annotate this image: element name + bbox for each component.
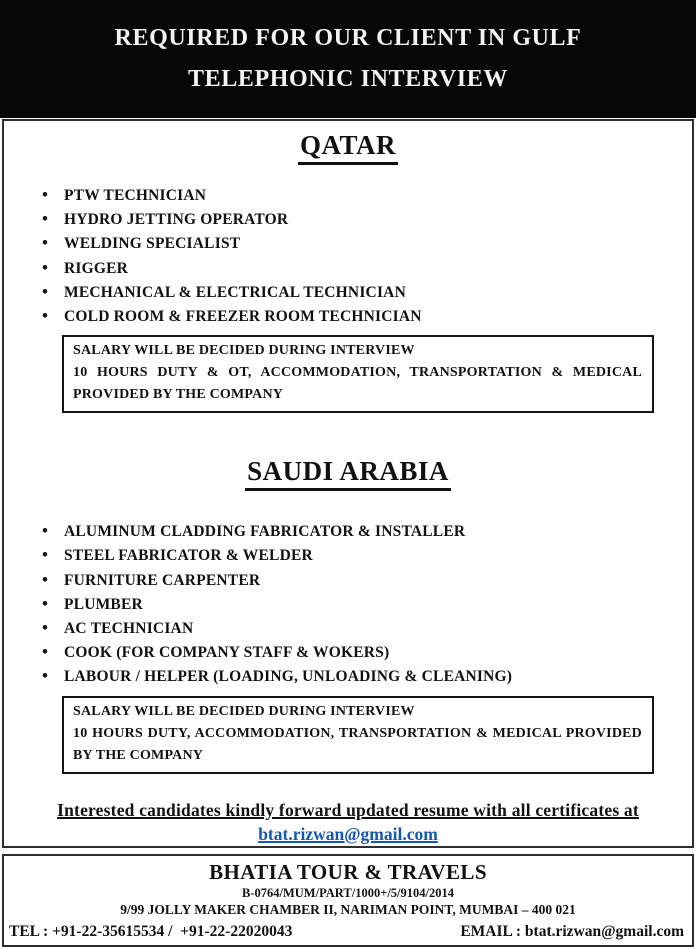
salary-note-line-2: 10 HOURS DUTY & OT, ACCOMMODATION, TRANSPORTATION & MEDICAL PROVIDED BY THE COMPANY <box>73 365 642 403</box>
apply-section <box>4 798 692 846</box>
job-item: • COOK (FOR COMPANY STAFF & WOKERS) <box>42 641 692 665</box>
job-item: • LABOUR / HELPER (LOADING, UNLOADING & CLEANING) <box>42 665 692 689</box>
job-item: • RIGGER <box>42 257 692 281</box>
section-title-saudi-arabia <box>4 455 692 491</box>
job-item: • HYDRO JETTING OPERATOR <box>42 208 692 232</box>
section-title-qatar <box>4 129 692 165</box>
saudi-salary-note-box <box>62 696 654 774</box>
agency-telephone: TEL : +91-22-35615534 / +91-22-22020043 <box>9 922 293 940</box>
job-item: • WELDING SPECIALIST <box>42 232 692 256</box>
section-title-saudi-arabia-text: SAUDI ARABIA <box>245 455 451 491</box>
qatar-job-list <box>42 184 692 329</box>
agency-name: BHATIA TOUR & TRAVELS <box>209 859 487 884</box>
apply-email-link[interactable]: btat.rizwan@gmail.com <box>258 823 438 844</box>
agency-email: EMAIL : btat.rizwan@gmail.com <box>460 922 684 940</box>
agency-contact-row <box>4 921 692 942</box>
banner-line-2: TELEPHONIC INTERVIEW <box>188 66 508 92</box>
saudi-job-list <box>42 520 692 689</box>
job-item: • ALUMINUM CLADDING FABRICATOR & INSTALLER <box>42 520 692 544</box>
salary-note-line-2: 10 HOURS DUTY, ACCOMMODATION, TRANSPORTATION & MEDICAL PROVIDED BY THE COMPANY <box>73 725 642 763</box>
qatar-salary-note-box <box>62 335 654 413</box>
apply-instruction-text: Interested candidates kindly forward updated resume with all certificates at <box>57 799 639 820</box>
job-item: • COLD ROOM & FREEZER ROOM TECHNICIAN <box>42 305 692 329</box>
section-title-qatar-text: QATAR <box>298 129 398 165</box>
agency-license-number: B-0764/MUM/PART/1000+/5/9104/2014 <box>242 885 454 900</box>
job-item: • PTW TECHNICIAN <box>42 184 692 208</box>
salary-note-line-1: SALARY WILL BE DECIDED DURING INTERVIEW <box>73 703 415 719</box>
salary-note-line-1: SALARY WILL BE DECIDED DURING INTERVIEW <box>73 343 415 359</box>
agency-address: 9/99 JOLLY MAKER CHAMBER II, NARIMAN POINT, MUMBAI – 400 021 <box>120 901 576 917</box>
job-item: • STEEL FABRICATOR & WELDER <box>42 544 692 568</box>
header-banner <box>0 0 696 118</box>
job-item: • PLUMBER <box>42 593 692 617</box>
job-item: • FURNITURE CARPENTER <box>42 569 692 593</box>
footer-agency-box <box>2 854 694 947</box>
banner-line-1: REQUIRED FOR OUR CLIENT IN GULF <box>114 25 582 51</box>
job-item: • AC TECHNICIAN <box>42 617 692 641</box>
main-content-box <box>2 119 694 848</box>
job-item: • MECHANICAL & ELECTRICAL TECHNICIAN <box>42 281 692 305</box>
